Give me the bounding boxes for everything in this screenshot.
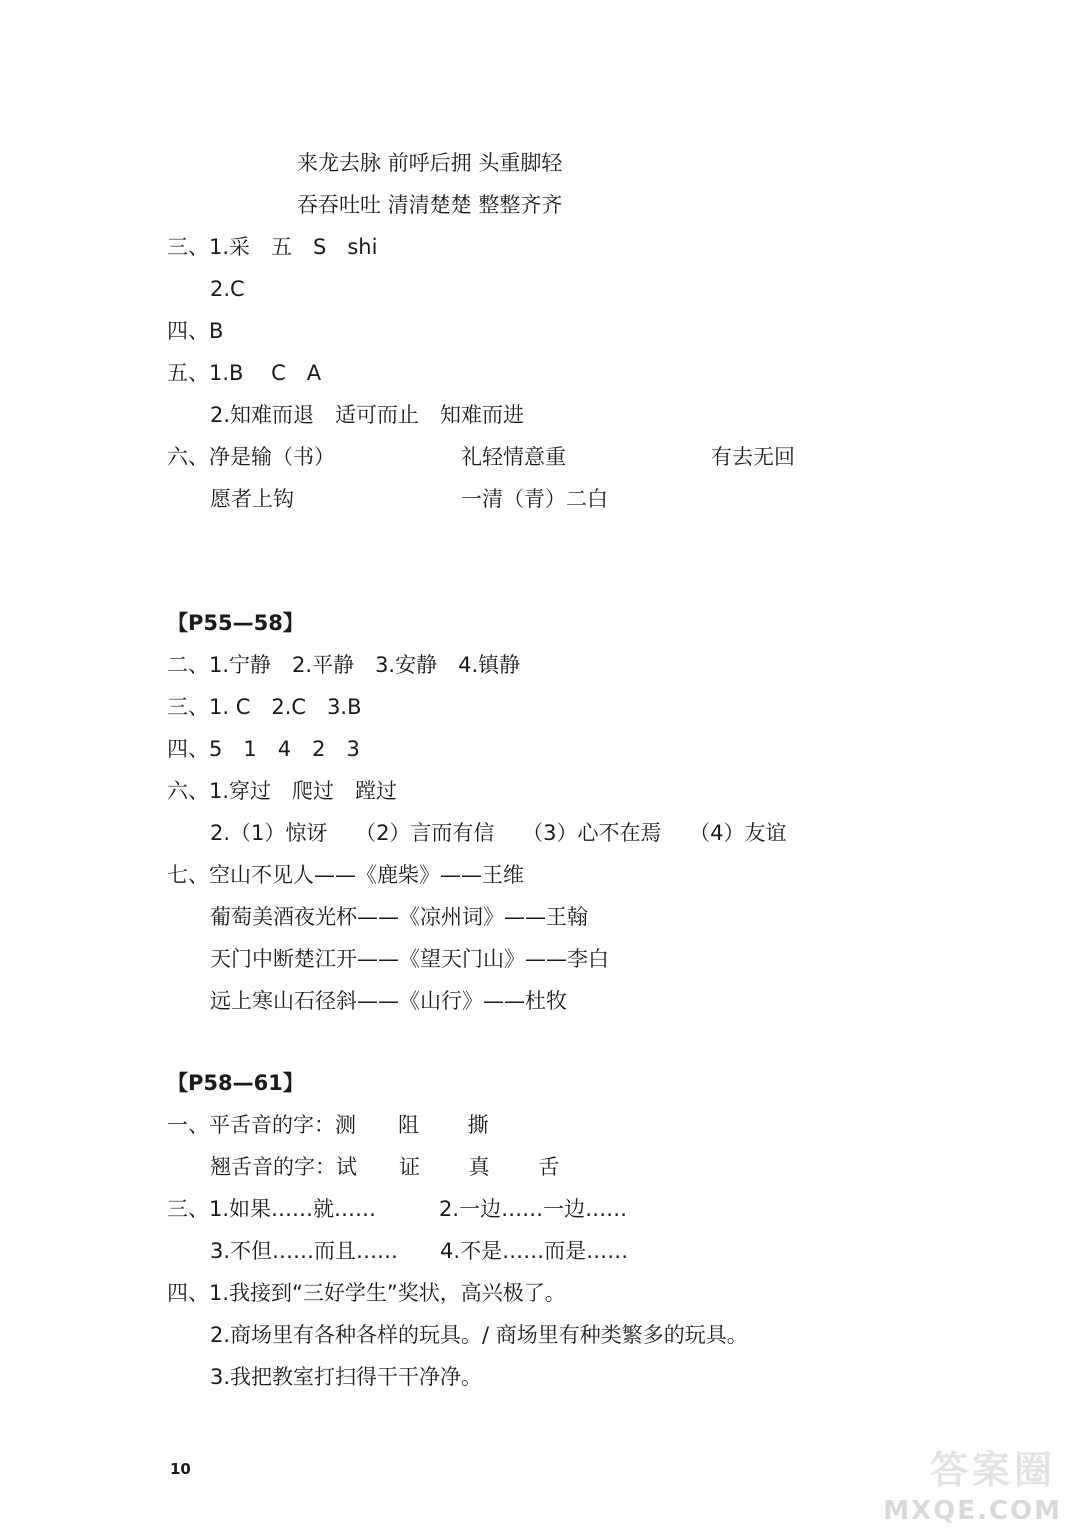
section-heading-p58-61: 【P58—61】	[167, 1071, 304, 1095]
answer-p58-1-1: 一、平舌音的字：测 阻 撕	[167, 1113, 489, 1137]
watermark-site-text: MXQE.COM	[883, 1496, 1062, 1526]
section-heading-p55-58: 【P55—58】	[167, 611, 304, 635]
answer-p58-3-2: 3.不但……而且…… 4.不是……而是……	[210, 1239, 629, 1263]
page-number: 10	[170, 1460, 191, 1478]
answer-5-1: 五、1.B C A	[167, 361, 322, 385]
answer-p58-4-3: 3.我把教室打扫得干干净净。	[210, 1365, 483, 1389]
idiom-row-2: 吞吞吐吐 清清楚楚 整整齐齐	[297, 193, 563, 217]
answer-6-col2: 礼轻情意重	[461, 445, 566, 469]
answer-4: 四、B	[167, 319, 224, 343]
answer-p55-7-1: 七、空山不见人——《鹿柴》——王维	[167, 863, 524, 887]
answer-p58-4-1: 四、1.我接到“三好学生”奖状，高兴极了。	[167, 1281, 566, 1305]
answer-6-row2-col1: 愿者上钩	[210, 487, 294, 511]
answer-p55-6-1: 六、1.穿过 爬过 蹚过	[167, 779, 398, 803]
watermark-logo-text: 答案圈	[929, 1448, 1056, 1492]
answer-p55-7-3: 天门中断楚江开——《望天门山》——李白	[210, 947, 609, 971]
answer-p58-3-1: 三、1.如果……就…… 2.一边……一边……	[167, 1197, 628, 1221]
answer-5-2: 2.知难而退 适可而止 知难而进	[210, 403, 525, 427]
answer-p55-2: 二、1.宁静 2.平静 3.安静 4.镇静	[167, 653, 521, 677]
answer-p58-1-2: 翘舌音的字：试 证 真 舌	[210, 1155, 560, 1179]
answer-p55-4: 四、5 1 4 2 3	[167, 737, 360, 761]
answer-p55-6-2: 2.（1）惊讶 （2）言而有信 （3）心不在焉 （4）友谊	[210, 821, 787, 845]
answer-6-row2-col2: 一清（青）二白	[461, 487, 608, 511]
answer-p55-3: 三、1. C 2.C 3.B	[167, 695, 362, 719]
answer-p58-4-2: 2.商场里有各种各样的玩具。/ 商场里有种类繁多的玩具。	[210, 1323, 748, 1347]
answer-p55-7-4: 远上寒山石径斜——《山行》——杜牧	[210, 989, 567, 1013]
answer-3-1: 三、1.采 五 S shi	[167, 235, 378, 259]
answer-6-col1: 六、净是输（书）	[167, 445, 335, 469]
answer-p55-7-2: 葡萄美酒夜光杯——《凉州词》——王翰	[210, 905, 588, 929]
answer-6-col3: 有去无回	[711, 445, 795, 469]
watermark-logo	[883, 1448, 1076, 1532]
idiom-row-1: 来龙去脉 前呼后拥 头重脚轻	[297, 151, 563, 175]
answer-3-2: 2.C	[210, 277, 245, 301]
